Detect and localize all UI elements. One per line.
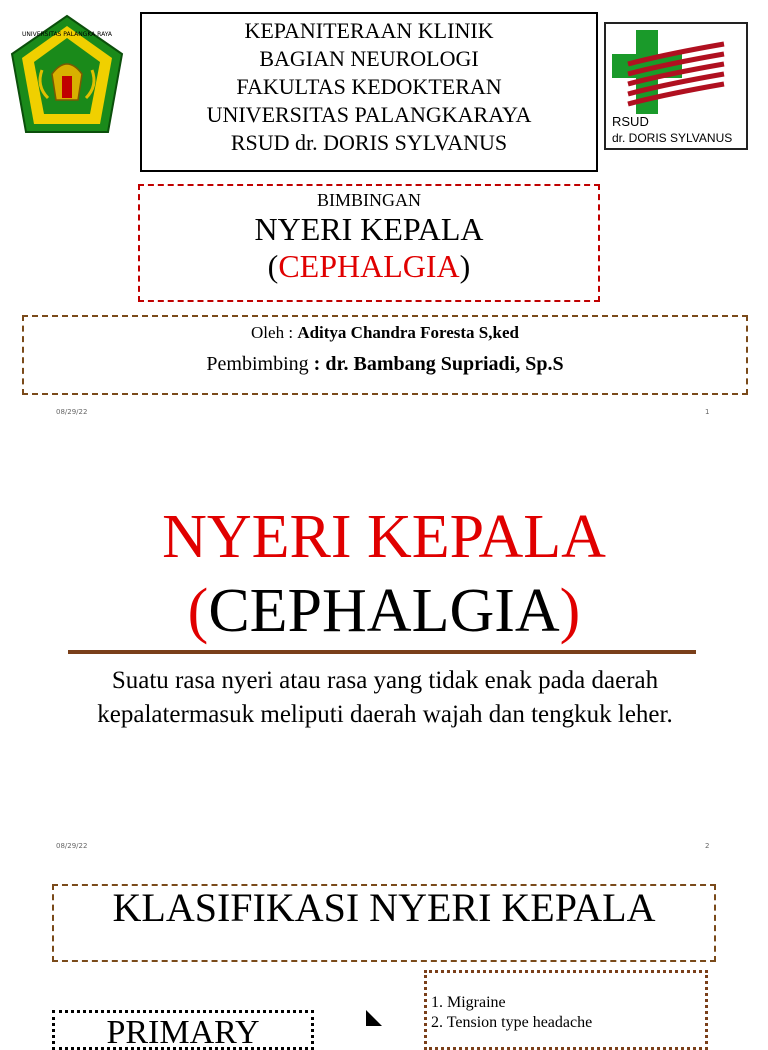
university-logo [8, 14, 126, 144]
topic-term: CEPHALGIA [278, 248, 460, 284]
paren-close: ) [559, 577, 581, 645]
header-line-5: RSUD dr. DORIS SYLVANUS [230, 130, 508, 155]
slide2-title [0, 500, 768, 648]
topic-title: NYERI KEPALA [254, 211, 484, 247]
slide-date: 08/29/22 [56, 842, 88, 850]
paren-open: ( [267, 248, 279, 284]
divider-rule [68, 650, 696, 654]
slide2-title-line1: NYERI KEPALA [162, 503, 606, 571]
supervisor-line [24, 351, 746, 377]
logo-text: UNIVERSITAS PALANGKA RAYA [21, 31, 113, 38]
supervisor-label: Pembimbing [206, 353, 309, 375]
topic-subtitle [140, 248, 598, 285]
author-line [24, 321, 746, 345]
header-line-4: UNIVERSITAS PALANGKARAYA [206, 102, 532, 127]
bimbingan-label: BIMBINGAN [316, 190, 421, 210]
hospital-logo [604, 22, 748, 150]
list-item: 2. Tension type headache [431, 1014, 593, 1031]
author-label: Oleh : [251, 323, 294, 342]
arrow-right-icon [362, 1008, 386, 1028]
paren-open: ( [187, 577, 209, 645]
header-line-2: BAGIAN NEUROLOGI [259, 46, 479, 71]
slide-1 [0, 0, 768, 425]
classification-list [424, 970, 708, 1050]
topic-box [138, 184, 600, 302]
header-line-1: KEPANITERAAN KLINIK [244, 18, 494, 43]
supervisor-name: : dr. Bambang Supriadi, Sp.S [313, 353, 564, 375]
list-item: 1. Migraine [431, 994, 506, 1011]
institution-header [140, 12, 598, 172]
paren-close: ) [459, 248, 471, 284]
author-box [22, 315, 748, 395]
logo-hospital-name: dr. DORIS SYLVANUS [612, 131, 733, 145]
primary-box: PRIMARY [52, 1010, 314, 1050]
slide-number: 2 [705, 842, 710, 850]
classification-title: KLASIFIKASI NYERI KEPALA [52, 884, 716, 962]
slide2-term: CEPHALGIA [208, 577, 560, 645]
author-name: Aditya Chandra Foresta S,ked [297, 323, 519, 342]
definition-text: Suatu rasa nyeri atau rasa yang tidak enak pada daerah kepalatermasuk meliputi daerah wajah dan tengkuk leher. [97, 667, 673, 728]
logo-rsud-text: RSUD [612, 114, 649, 129]
slide2-title-line2 [0, 574, 768, 648]
header-line-3: FAKULTAS KEDOKTERAN [236, 74, 502, 99]
slide-date: 08/29/22 [56, 408, 88, 416]
slide-number: 1 [705, 408, 710, 416]
